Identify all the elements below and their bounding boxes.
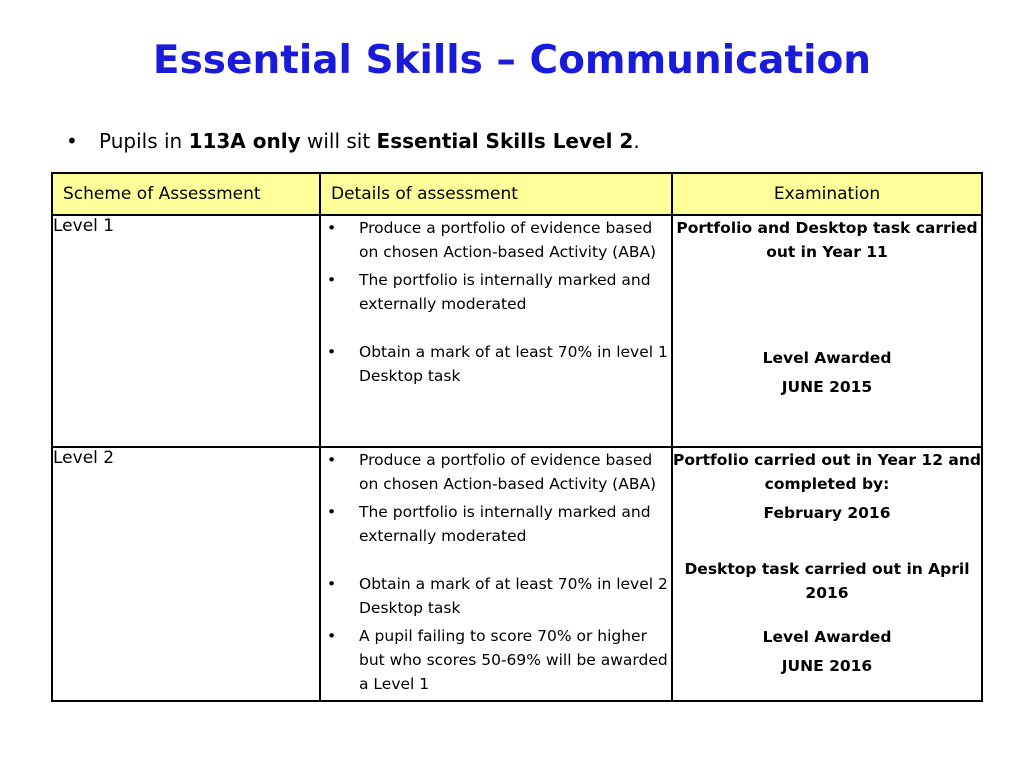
exam-cell (672, 447, 982, 701)
list-item: • Obtain a mark of at least 70% in level 2 Desktop task (321, 572, 671, 620)
exam-text: JUNE 2015 (781, 378, 873, 396)
intro-middle: will sit (300, 129, 377, 153)
details-cell (320, 447, 672, 701)
table-header-row (52, 173, 982, 215)
exam-cell (672, 215, 982, 447)
list-item: • The portfolio is internally marked and externally moderated (321, 268, 671, 316)
exam-text: JUNE 2016 (781, 657, 873, 675)
details-list (321, 216, 671, 388)
list-item: • Produce a portfolio of evidence based on chosen Action-based Activity (ABA) (321, 448, 671, 496)
list-item: • Produce a portfolio of evidence based on chosen Action-based Activity (ABA) (321, 216, 671, 264)
list-item: • The portfolio is internally marked and externally moderated (321, 500, 671, 548)
list-item: • Obtain a mark of at least 70% in level 1 Desktop task (321, 340, 671, 388)
header-examination: Examination (672, 173, 982, 215)
bullet-icon: • (66, 129, 78, 153)
exam-text: February 2016 (763, 504, 891, 522)
exam-text: Level Awarded (762, 349, 892, 367)
details-cell (320, 215, 672, 447)
page-title: Essential Skills – Communication (152, 38, 872, 83)
header-details: Details of assessment (320, 173, 672, 215)
exam-text: Level Awarded (762, 628, 892, 646)
level-cell: Level 2 (52, 447, 320, 701)
exam-text: Desktop task carried out in April 2016 (684, 560, 970, 602)
intro-prefix: Pupils in (99, 129, 189, 153)
details-list (321, 448, 671, 696)
assessment-table (51, 172, 983, 702)
exam-text: Portfolio and Desktop task carried out in Year 11 (676, 219, 978, 261)
intro-bullet (66, 128, 640, 154)
table-row-level-1 (52, 215, 982, 447)
list-item: • A pupil failing to score 70% or higher but who scores 50-69% will be awarded a Level 1 (321, 624, 671, 696)
intro-level: Essential Skills Level 2 (376, 129, 634, 153)
exam-text: Portfolio carried out in Year 12 and completed by: (673, 451, 981, 493)
level-cell: Level 1 (52, 215, 320, 447)
header-scheme: Scheme of Assessment (52, 173, 320, 215)
intro-group: 113A only (188, 129, 301, 153)
intro-suffix: . (633, 129, 640, 153)
table-row-level-2 (52, 447, 982, 701)
